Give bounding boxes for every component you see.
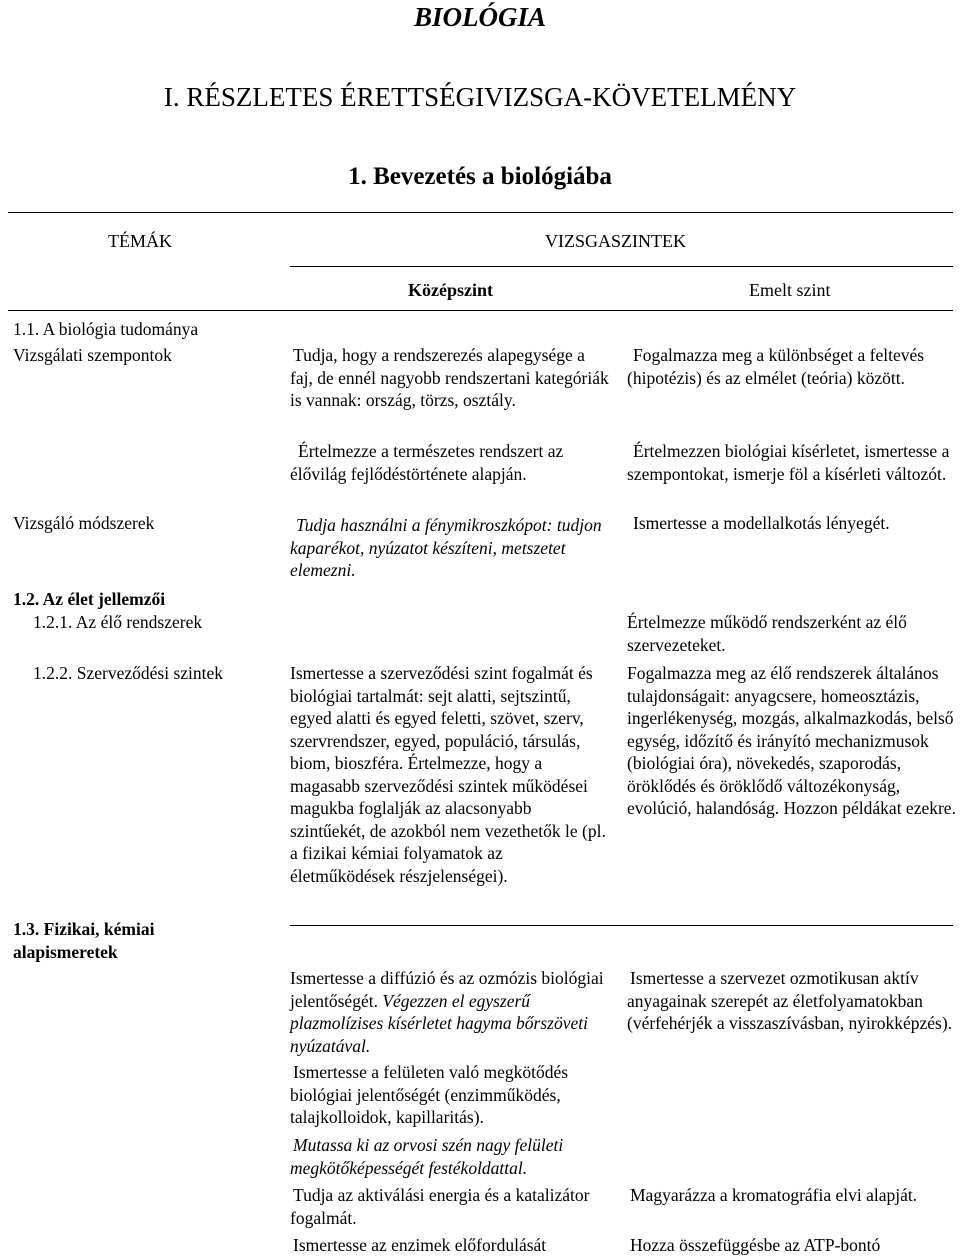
high-vizsgalati-1: Fogalmazza meg a különbséget a feltevés (hipotézis) és az elmélet (teória) között. <box>627 345 925 388</box>
header-exam-levels: VIZSGASZINTEK <box>545 231 686 251</box>
table-top-border <box>8 212 953 213</box>
mid-modszerek: Tudja használni a fénymikroszkópot: tudjon kaparékot, nyúzatot készíteni, metszetet elemezni. <box>290 515 602 580</box>
section-1-1: 1.1. A biológia tudománya <box>13 319 199 339</box>
mid-fizikai-5: Ismertesse az enzimek előfordulását <box>293 1235 547 1255</box>
mid-vizsgalati-1: Tudja, hogy a rendszerezés alapegysége a faj, de ennél nagyobb rendszertani kategóriák is vannak: ország, törzs, osztály. <box>290 345 609 410</box>
section-title: 1. Bevezetés a biológiába <box>348 163 612 190</box>
high-elo: Értelmezze működő rendszerként az élő szervezeteket. <box>627 612 907 655</box>
header-topics: TÉMÁK <box>108 231 172 251</box>
header-high-level: Emelt szint <box>749 280 831 300</box>
mid-fizikai-3: Mutassa ki az orvosi szén nagy felületi megkötőképességét festékoldattal. <box>290 1135 564 1178</box>
topic-modszerek: Vizsgáló módszerek <box>13 513 155 533</box>
high-fizikai-3: Hozza összefüggésbe az ATP-bontó <box>630 1235 881 1255</box>
header-mid-level: Középszint <box>408 280 493 300</box>
topic-elo: 1.2.1. Az élő rendszerek <box>33 612 203 632</box>
topic-szervezodes: 1.2.2. Szerveződési szintek <box>33 663 224 683</box>
topic-vizsgalati: Vizsgálati szempontok <box>13 345 172 365</box>
mid-fizikai-4: Tudja az aktiválási energia és a katalizátor fogalmát. <box>290 1185 590 1228</box>
mid-fizikai-1-text: Ismertesse a diffúzió és az ozmózis biológiai jelentőségét. <box>290 968 604 1011</box>
section-1-3-divider <box>290 925 953 926</box>
section-1-2: 1.2. Az élet jellemzői <box>13 589 166 609</box>
header-bottom-border <box>8 310 953 311</box>
document-subtitle: I. RÉSZLETES ÉRETTSÉGIVIZSGA-KÖVETELMÉNY <box>163 82 797 112</box>
section-1-3: 1.3. Fizikai, kémiai alapismeretek <box>13 919 155 962</box>
mid-vizsgalati-2: Értelmezze a természetes rendszert az élővilág fejlődéstörténete alapján. <box>290 441 564 484</box>
high-szervezodes: Fogalmazza meg az élő rendszerek általános tulajdonságait: anyagcsere, homeosztázis, ingerlékenység, mozgás, alkalmazkodás, belső egység, időzítő és irányító mechanizmusok (biológiai óra), növekedés, szaporodás, öröklődés és öröklődő változékonyság, evolúció, halandóság. Hozzon példákat ezekre. <box>627 663 956 818</box>
high-modszerek: Ismertesse a modellalkotás lényegét. <box>633 513 890 533</box>
high-fizikai-2: Magyarázza a kromatográfia elvi alapját. <box>630 1185 918 1205</box>
mid-fizikai-2: Ismertesse a felületen való megkötődés biológiai jelentőségét (enzimműködés, talajkolloidok, kapillaritás). <box>290 1062 569 1127</box>
header-divider <box>290 266 953 267</box>
document-title: BIOLÓGIA <box>413 2 547 32</box>
high-vizsgalati-2: Értelmezzen biológiai kísérletet, ismertesse a szempontokat, ismerje föl a kísérleti változót. <box>627 441 950 484</box>
mid-fizikai-1-italic: Végezzen el egyszerű plazmolízises kísérletet hagyma bőrszöveti nyúzatával. <box>290 990 588 1056</box>
mid-szervezodes: Ismertesse a szerveződési szint fogalmát és biológiai tartalmát: sejt alatti, sejtszintű, egyed alatti és egyed feletti, szövet, szerv, szervrendszer, egyed, populáció, társulás, biom, bioszféra. Értelmezze, hogy a magasabb szerveződési szintek működései magukba foglalják az alacsonyabb szintűekét, de azokból nem vezethetők le (pl. a fizikai kémiai folyamatok az életműködések részjelenségei). <box>290 663 606 886</box>
high-fizikai-1: Ismertesse a szervezet ozmotikusan aktív anyagainak szerepét az életfolyamatokban (vérfehérjék a visszaszívásban, nyirokképzés). <box>627 968 953 1033</box>
mid-fizikai-1 <box>290 967 610 1057</box>
